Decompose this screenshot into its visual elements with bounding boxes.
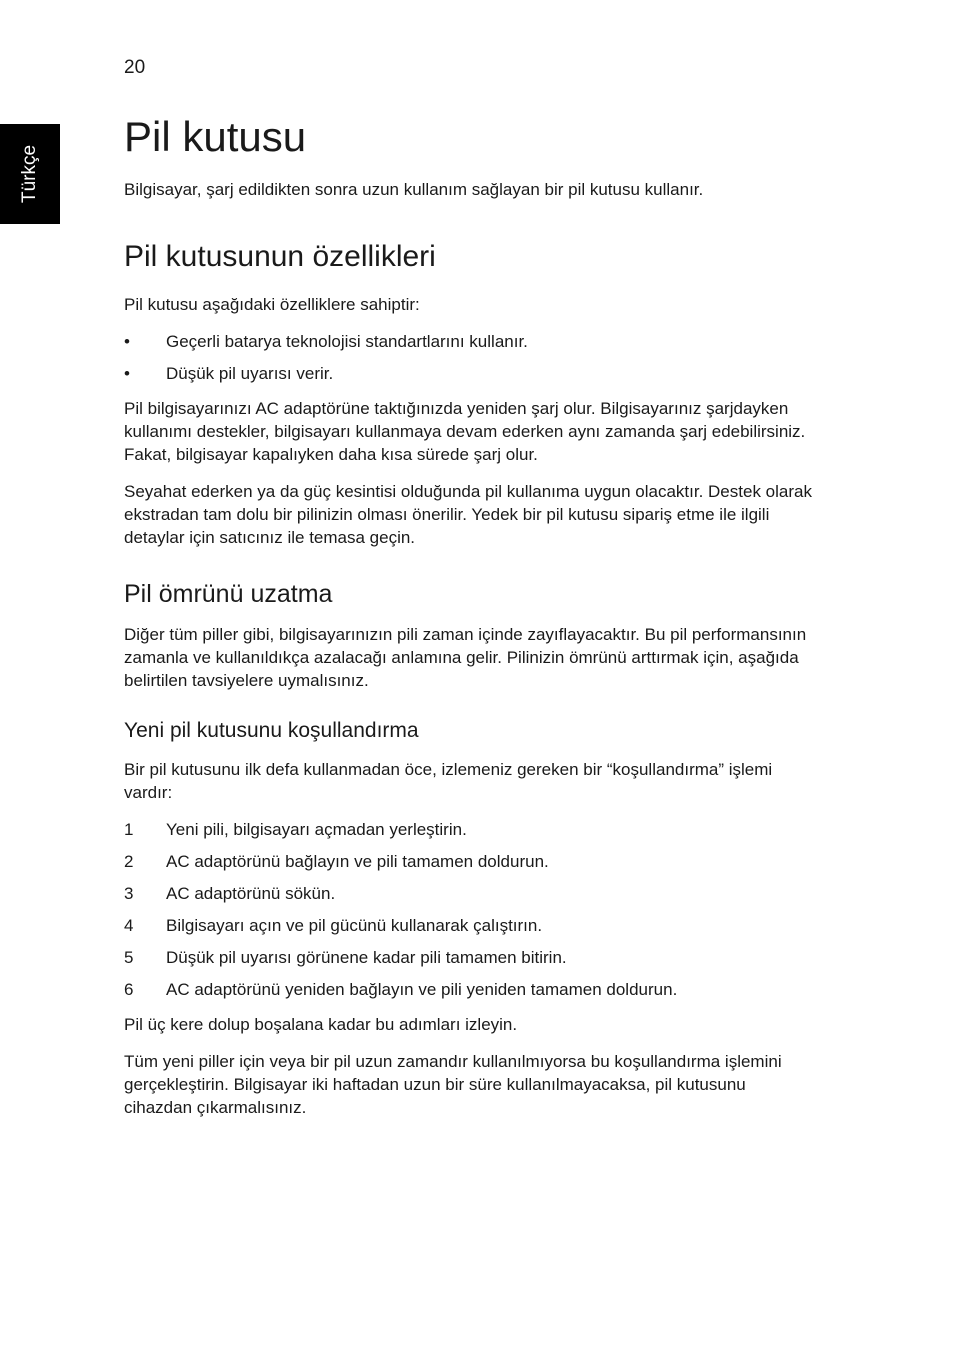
conditioning-steps [124,818,814,1001]
features-list [124,330,814,385]
step-item [124,914,814,937]
step-number: 6 [124,980,134,999]
travel-paragraph: Seyahat ederken ya da güç kesintisi olduğunda pil kullanıma uygun olacaktır. Destek olarak ekstradan tam dolu bir pilinizin olması önerilir. Yedek bir pil kutusu sipariş etme ile ilgili detaylar için satıcınız ile temasa geçin. [124,482,812,547]
list-item-text: Düşük pil uyarısı verir. [166,364,334,383]
step-number: 3 [124,884,134,903]
step-item [124,850,814,873]
language-tab [0,124,60,224]
bullet-icon: • [124,364,130,383]
features-lead: Pil kutusu aşağıdaki özelliklere sahiptir: [124,295,420,314]
page-content [124,112,814,1133]
step-text: AC adaptörünü bağlayın ve pili tamamen doldurun. [166,852,549,871]
step-number: 2 [124,852,134,871]
language-tab-label: Türkçe [19,144,40,204]
step-text: AC adaptörünü yeniden bağlayın ve pili yeniden tamamen doldurun. [166,980,678,999]
step-text: Bilgisayarı açın ve pil gücünü kullanarak çalıştırın. [166,916,543,935]
intro-paragraph: Bilgisayar, şarj edildikten sonra uzun kullanım sağlayan bir pil kutusu kullanır. [124,180,704,199]
section-heading-features: Pil kutusunun özellikleri [124,240,436,273]
step-number: 4 [124,916,134,935]
step-item [124,946,814,969]
battery-life-paragraph: Diğer tüm piller gibi, bilgisayarınızın pili zaman içinde zayıflayacaktır. Bu pil performansının zamanla ve kullanıldıkça azalacağı anlamına gelir. Pilinizin ömrünü arttırmak için, aşağıda belirtilen tavsiyelere uymalısınız. [124,625,807,690]
step-item [124,978,814,1001]
step-number: 1 [124,820,134,839]
step-number: 5 [124,948,134,967]
section-heading-conditioning: Yeni pil kutusunu koşullandırma [124,719,419,742]
storage-paragraph: Tüm yeni piller için veya bir pil uzun zamandır kullanılmıyorsa bu koşullandırma işlemini gerçekleştirin. Bilgisayar iki haftadan uzun bir süre kullanılmayacaksa, pil kutusunu cihazdan çıkarmalısınız. [124,1052,782,1117]
page-number: 20 [124,57,146,78]
list-item [124,362,814,385]
conditioning-lead: Bir pil kutusunu ilk defa kullanmadan öce, izlemeniz gereken bir “koşullandırma” işlemi vardır: [124,760,773,802]
charging-paragraph: Pil bilgisayarınızı AC adaptörüne taktığınızda yeniden şarj olur. Bilgisayarınız şarjdayken kullanımı destekler, bilgisayarı kullanmaya devam ederken aynı zamanda şarj edebilirsiniz. Fakat, bilgisayar kapalıyken daha kısa sürede şarj olur. [124,399,806,464]
step-text: Düşük pil uyarısı görünene kadar pili tamamen bitirin. [166,948,567,967]
bullet-icon: • [124,332,130,351]
step-item [124,882,814,905]
step-text: Yeni pili, bilgisayarı açmadan yerleştirin. [166,820,467,839]
step-item [124,818,814,841]
repeat-paragraph: Pil üç kere dolup boşalana kadar bu adımları izleyin. [124,1015,518,1034]
page-title: Pil kutusu [124,113,307,160]
list-item-text: Geçerli batarya teknolojisi standartlarını kullanır. [166,332,528,351]
step-text: AC adaptörünü sökün. [166,884,336,903]
list-item [124,330,814,353]
section-heading-battery-life: Pil ömrünü uzatma [124,580,333,608]
